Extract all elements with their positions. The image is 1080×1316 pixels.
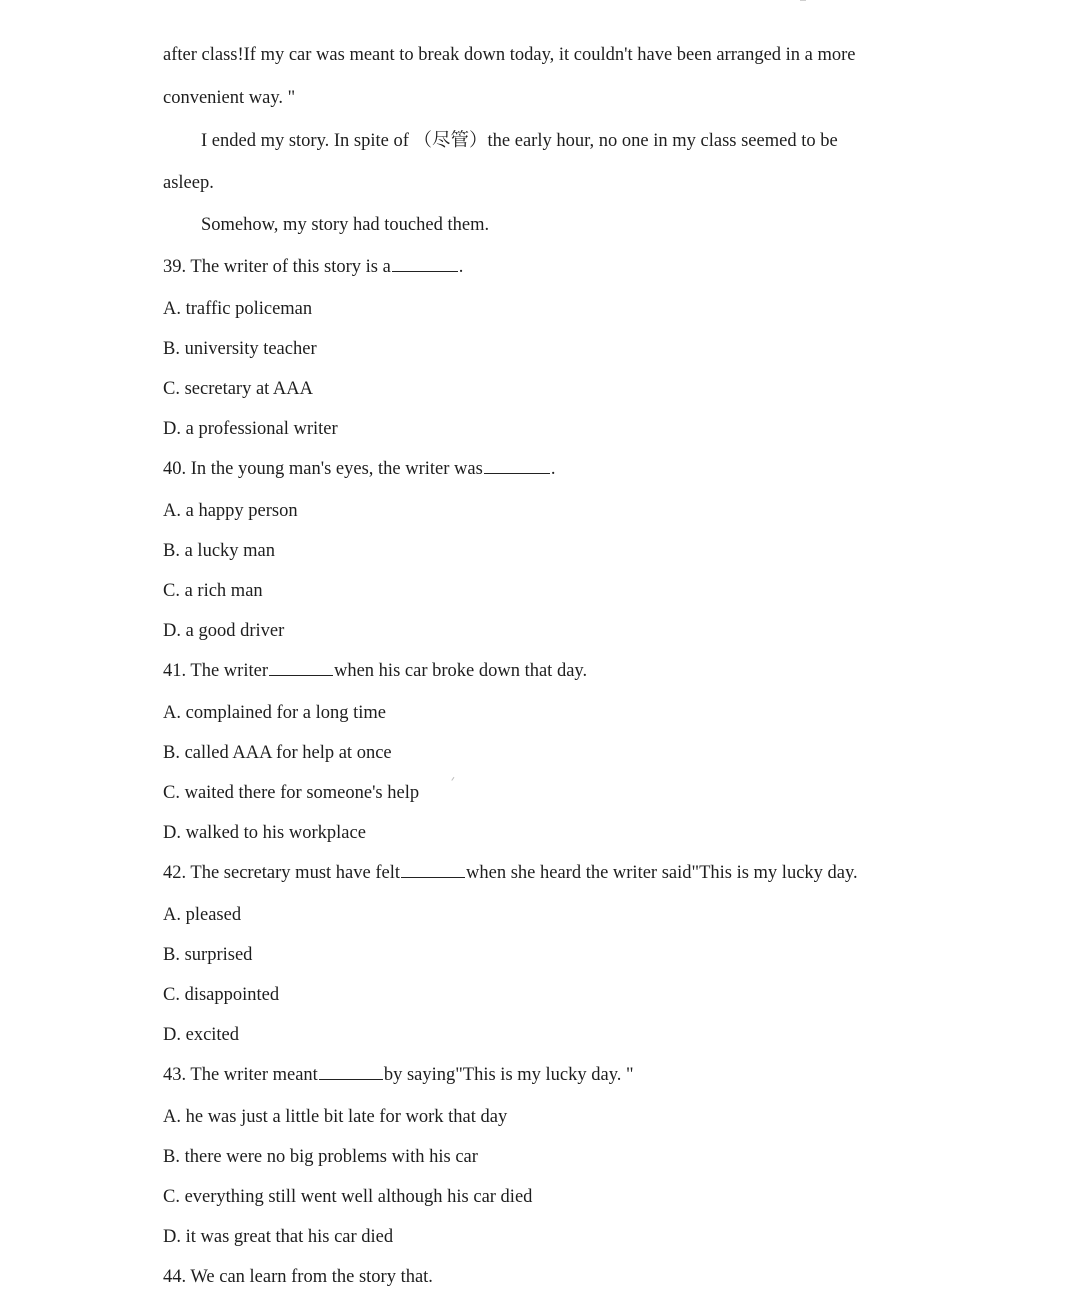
stem-text: 40. In the young man's eyes, the writer was [163, 459, 483, 479]
scan-speck [451, 777, 457, 783]
answer-option: D. walked to his workplace [163, 823, 366, 843]
passage-line: after class!If my car was meant to break down today, it couldn't have been arranged in a more [163, 45, 856, 65]
answer-option: B. university teacher [163, 339, 317, 359]
answer-option: D. a professional writer [163, 419, 338, 439]
stem-text: 43. The writer meant [163, 1065, 318, 1085]
question-stem [163, 1265, 433, 1289]
answer-option: A. a happy person [163, 501, 298, 521]
answer-blank [392, 255, 458, 272]
answer-option: A. pleased [163, 905, 242, 925]
stem-text: 44. We can learn from the story that. [163, 1267, 433, 1287]
answer-option: B. called AAA for help at once [163, 743, 392, 763]
question-stem [163, 861, 858, 885]
stem-text: 41. The writer [163, 661, 268, 681]
stem-text: 42. The secretary must have felt [163, 863, 400, 883]
question-stem [163, 457, 555, 481]
stem-text: when his car broke down that day. [333, 661, 588, 681]
answer-option: C. everything still went well although his car died [163, 1187, 533, 1207]
answer-blank [401, 861, 465, 878]
answer-option: C. a rich man [163, 581, 263, 601]
answer-option: C. waited there for someone's help [163, 783, 420, 803]
answer-option: A. he was just a little bit late for work that day [163, 1107, 508, 1127]
passage-line: asleep. [163, 173, 214, 193]
answer-blank [269, 659, 333, 676]
answer-option: C. disappointed [163, 985, 280, 1005]
question-stem [163, 1063, 634, 1087]
answer-option: A. complained for a long time [163, 703, 386, 723]
scan-mark [800, 0, 806, 5]
answer-blank [484, 457, 550, 474]
stem-text: . [550, 459, 556, 479]
stem-text: by saying"This is my lucky day. " [383, 1065, 634, 1085]
passage-line: convenient way. " [163, 88, 296, 108]
answer-option: B. a lucky man [163, 541, 276, 561]
answer-option: B. there were no big problems with his car [163, 1147, 478, 1167]
stem-text: . [458, 257, 464, 277]
answer-option: A. traffic policeman [163, 299, 313, 319]
answer-option: D. a good driver [163, 621, 285, 641]
answer-blank [319, 1063, 383, 1080]
passage-line: Somehow, my story had touched them. [201, 215, 490, 235]
question-stem [163, 659, 587, 683]
passage-line: I ended my story. In spite of （尽管）the early hour, no one in my class seemed to be [201, 131, 838, 151]
answer-option: C. secretary at AAA [163, 379, 314, 399]
stem-text: 39. The writer of this story is a [163, 257, 391, 277]
question-stem [163, 255, 463, 279]
answer-option: D. it was great that his car died [163, 1227, 394, 1247]
answer-option: D. excited [163, 1025, 240, 1045]
answer-option: B. surprised [163, 945, 253, 965]
stem-text: when she heard the writer said"This is my lucky day. [466, 863, 858, 883]
